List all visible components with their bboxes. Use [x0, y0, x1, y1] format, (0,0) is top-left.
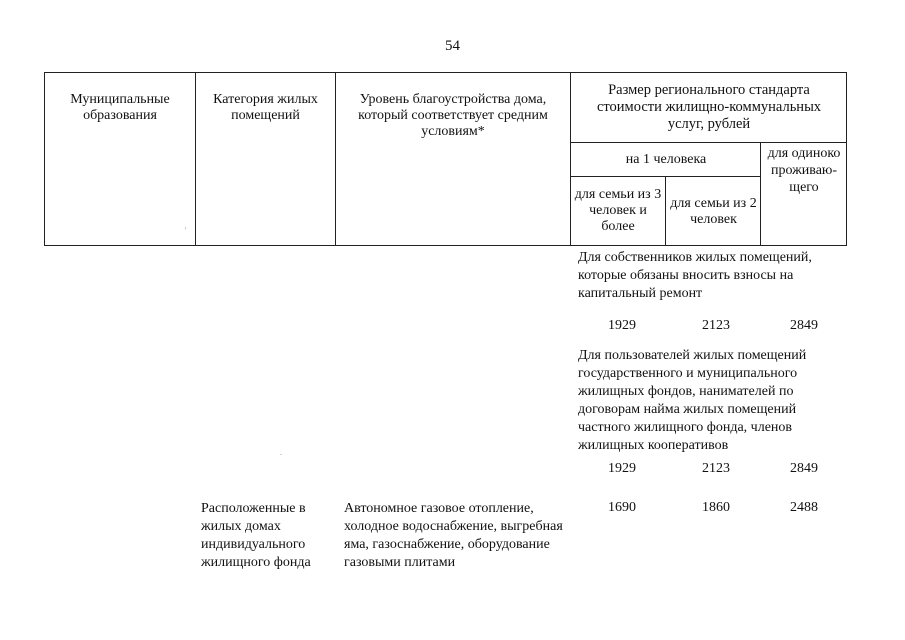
header-level: Уровень благоустройства дома, который соответствует средним условиям*	[358, 92, 548, 139]
row-value-family3: 1690	[608, 500, 636, 515]
header-single: для одиноко проживаю- щего	[767, 146, 841, 195]
rule-v1	[195, 72, 196, 246]
row-value-single: 2488	[790, 500, 818, 515]
header-family3: для семьи из 3 человек и более	[574, 187, 662, 234]
rule-h1	[570, 142, 847, 143]
rule-v2	[335, 72, 336, 246]
value-owners-family2: 2123	[702, 318, 730, 333]
header-family2: для семьи из 2 человек	[670, 196, 757, 227]
value-users-family3: 1929	[608, 461, 636, 476]
rule-bottom	[44, 245, 847, 246]
rule-left	[44, 72, 45, 246]
group-label-users: Для пользователей жилых помещений государственного и муниципального жилищных фондов, нанимателей по договорам найма жилых помещений частного жилищного фонда, членов жилищных кооперативов	[578, 348, 807, 453]
scan-speck: '	[185, 226, 187, 235]
page-number: 54	[445, 38, 460, 54]
row-category: Расположенные в жилых домах индивидуального жилищного фонда	[201, 501, 311, 570]
header-per-person: на 1 человека	[625, 152, 707, 167]
rule-top	[44, 72, 847, 73]
value-owners-family3: 1929	[608, 318, 636, 333]
scan-speck: .	[280, 448, 282, 457]
rule-right	[846, 72, 847, 246]
group-label-owners: Для собственников жилых помещений, которые обязаны вносить взносы на капитальный ремонт	[578, 250, 812, 301]
row-value-family2: 1860	[702, 500, 730, 515]
header-standard: Размер регионального стандарта стоимости жилищно-коммунальных услуг, рублей	[596, 82, 822, 132]
value-owners-single: 2849	[790, 318, 818, 333]
value-users-family2: 2123	[702, 461, 730, 476]
header-category: Категория жилых помещений	[213, 92, 318, 123]
row-level: Автономное газовое отопление, холодное водоснабжение, выгребная яма, газоснабжение, оборудование газовыми плитами	[344, 501, 563, 570]
rule-v3	[570, 72, 571, 246]
rule-v4	[760, 142, 761, 246]
header-municipal: Муниципальные образования	[70, 92, 170, 123]
rule-v5	[665, 176, 666, 246]
value-users-single: 2849	[790, 461, 818, 476]
table-header	[44, 72, 847, 246]
